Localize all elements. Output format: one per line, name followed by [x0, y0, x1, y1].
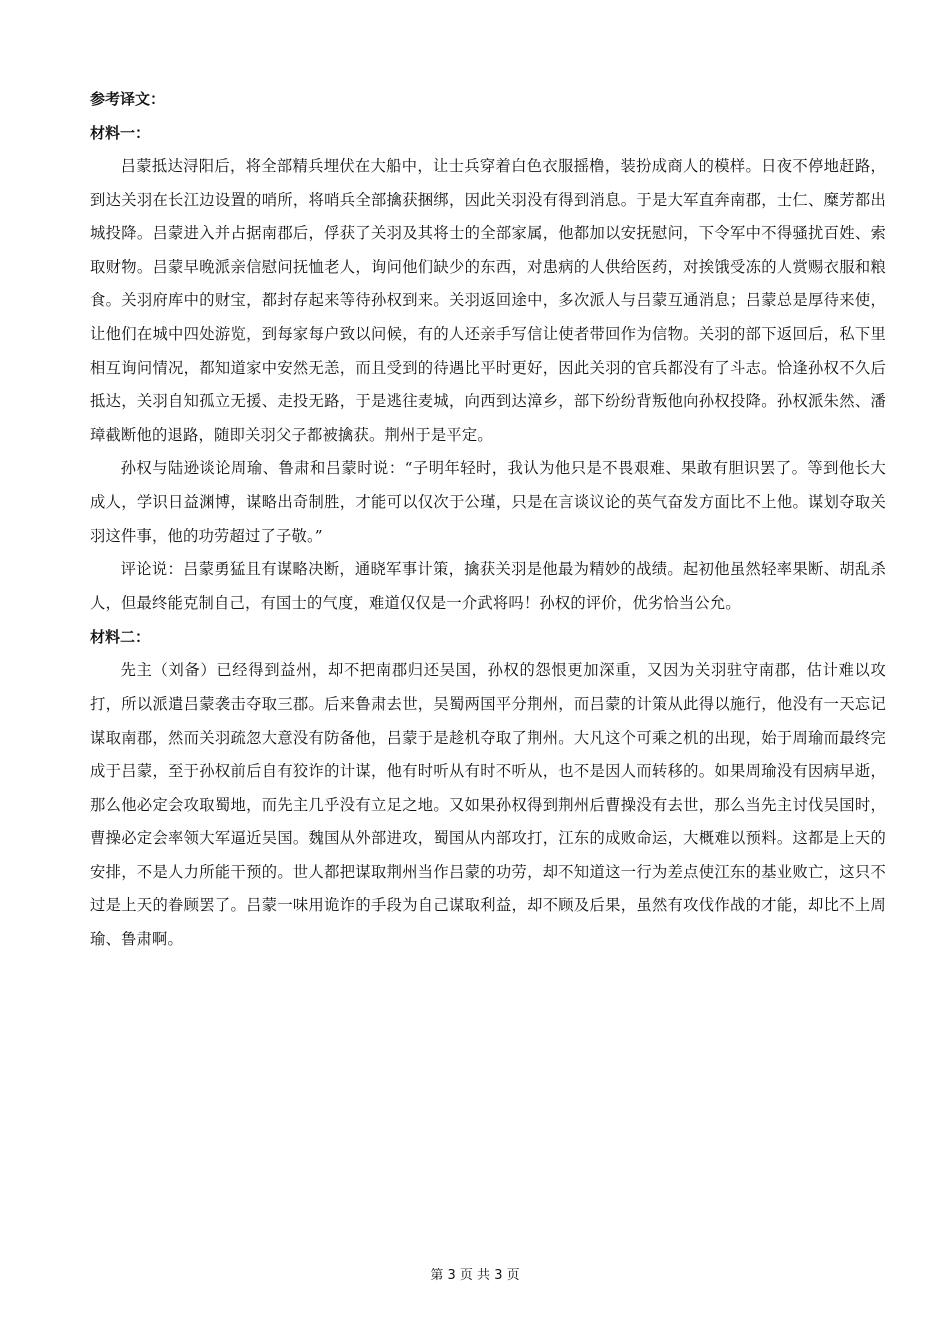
- page-footer: 第 3 页 共 3 页: [430, 1268, 520, 1283]
- document-title: 参考译文：: [90, 90, 166, 108]
- paragraph: 先主（刘备）已经得到益州，却不把南郡归还吴国，孙权的怨恨更加深重，又因为关羽驻守南郡，估计难以攻打，所以派遣吕蒙袭击夺取三郡。后来鲁肃去世，吴蜀两国平分荆州，而吕蒙的计策从此得以施行，他没有一天忘记谋取南郡，然而关羽疏忽大意没有防备他，吕蒙于是趁机夺取了荆州。大凡这个可乘之机的出现，始于周瑜而最终完成于吕蒙，至于孙权前后自有狡诈的计谋，他有时听从有时不听从，也不是因人而转移的。如果周瑜没有因病早逝，那么他必定会攻取蜀地，而先主几乎没有立足之地。又如果孙权得到荆州后曹操没有去世，那么当先主讨伐吴国时，曹操必定会率领大军逼近吴国。魏国从外部进攻，蜀国从内部攻打，江东的成败命运，大概难以预料。这都是上天的安排，不是人力所能干预的。世人都把谋取荆州当作吕蒙的功劳，却不知道这一行为差点使江东的基业败亡，这只不过是上天的眷顾罢了。吕蒙一味用诡诈的手段为自己谋取利益，却不顾及后果，虽然有攻伐作战的才能，却比不上周瑜、鲁肃啊。: [90, 661, 886, 949]
- section-heading-material-2: 材料二：: [90, 628, 151, 647]
- paragraph: 评论说：吕蒙勇猛且有谋略决断，通晓军事计策，擒获关羽是他最为精妙的战绩。起初他虽然轻率果断、胡乱杀人，但最终能克制自己，有国士的气度，难道仅仅是一介武将吗！孙权的评价，优劣恰当公允。: [90, 560, 886, 612]
- paragraph: 吕蒙抵达浔阳后，将全部精兵埋伏在大船中，让士兵穿着白色衣服摇橹，装扮成商人的模样。日夜不停地赶路，到达关羽在长江边设置的哨所，将哨兵全部擒获捆绑，因此关羽没有得到消息。于是大军直奔南郡，士仁、糜芳都出城投降。吕蒙进入并占据南郡后，俘获了关羽及其将士的全部家属，他都加以安抚慰问，下令军中不得骚扰百姓、索取财物。吕蒙早晚派亲信慰问抚恤老人，询问他们缺少的东西，对患病的人供给医药，对挨饿受冻的人赏赐衣服和粮食。关羽府库中的财宝，都封存起来等待孙权到来。关羽返回途中，多次派人与吕蒙互通消息；吕蒙总是厚待来使，让他们在城中四处游览，到每家每户致以问候，有的人还亲手写信让使者带回作为信物。关羽的部下返回后，私下里相互询问情况，都知道家中安然无恙，而且受到的待遇比平时更好，因此关羽的官兵都没有了斗志。恰逢孙权不久后抵达，关羽自知孤立无援、走投无路，于是逃往麦城，向西到达漳乡，部下纷纷背叛他向孙权投降。孙权派朱然、潘璋截断他的退路，随即关羽父子都被擒获。荆州于是平定。: [90, 157, 886, 444]
- document-body: [90, 82, 886, 957]
- section-heading-material-1: 材料一：: [90, 124, 151, 142]
- paragraph: 孙权与陆逊谈论周瑜、鲁肃和吕蒙时说：“子明年轻时，我认为他只是不畏艰难、果敢有胆识罢了。等到他长大成人，学识日益渊博，谋略出奇制胜，才能可以仅次于公瑾，只是在言谈议论的英气奋发方面比不上他。谋划夺取关羽这件事，他的功劳超过了子敬。”: [90, 459, 886, 545]
